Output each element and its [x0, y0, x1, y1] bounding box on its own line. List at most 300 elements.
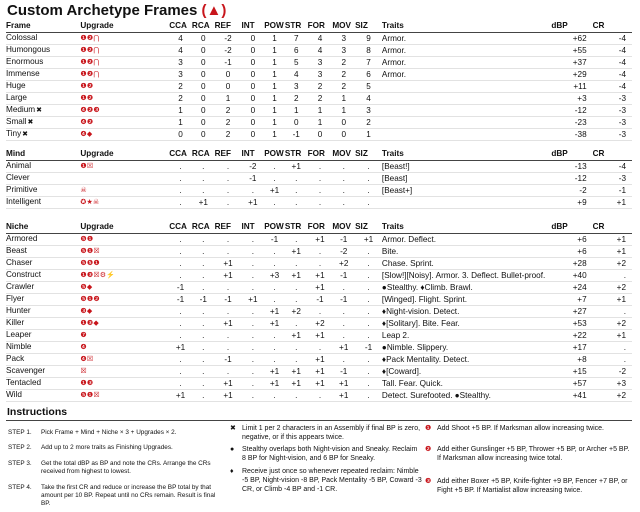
row-name-cell	[6, 366, 80, 378]
stat-cell: 4	[366, 93, 371, 103]
cr-cell: +1	[616, 246, 626, 256]
row-name: Hunter	[6, 306, 31, 315]
column-header: Upgrade	[80, 21, 114, 30]
note-bullet-icon: ❷	[425, 446, 432, 453]
table-row	[6, 270, 632, 282]
column-header: RCA	[191, 222, 210, 231]
column-header: Traits	[381, 21, 404, 30]
column-header: REF	[214, 21, 232, 30]
table-row	[6, 57, 632, 69]
row-name: Crawler	[6, 282, 35, 291]
stat-cell: .	[179, 306, 182, 316]
stat-cell: 2	[225, 129, 231, 139]
stat-cell: .	[226, 342, 230, 352]
stat-cell: .	[226, 282, 230, 292]
stat-cell: .	[202, 390, 205, 400]
dbp-cell: +62	[572, 33, 587, 43]
stat-cell: 2	[341, 81, 346, 91]
stat-cell: .	[251, 185, 254, 195]
traits-cell: Bite.	[381, 246, 399, 256]
column-header: RCA	[191, 149, 210, 158]
stat-cell: 1	[178, 117, 183, 127]
stat-cell: .	[226, 185, 230, 195]
row-name: Tentacled	[6, 378, 42, 387]
stat-cell: .	[342, 161, 345, 171]
stat-cell: .	[202, 354, 205, 364]
dbp-cell: -12	[574, 173, 587, 183]
dbp-cell: +37	[572, 57, 587, 67]
stat-cell: -1	[340, 294, 348, 304]
column-header: POW	[264, 21, 284, 30]
note-text: Add Shoot +5 BP. If Marksman allow increasing twice.	[437, 425, 604, 432]
upgrade-icons: ❺❶☒	[80, 391, 100, 399]
traits-cell	[382, 93, 551, 105]
traits-cell: ●Nimble. Slippery.	[381, 342, 449, 352]
stat-cell: .	[202, 330, 205, 340]
stat-cell: .	[367, 246, 370, 256]
stat-cell: +2	[339, 258, 349, 268]
stat-cell: .	[342, 173, 345, 183]
limit-mark-icon: ✖	[36, 107, 42, 114]
stat-cell: .	[273, 354, 276, 364]
stat-cell: .	[202, 185, 205, 195]
column-header: Upgrade	[80, 149, 114, 158]
row-name: Killer	[6, 318, 25, 327]
table-row	[6, 93, 632, 105]
column-header: CR	[592, 149, 605, 158]
stat-cell: .	[226, 161, 230, 171]
stat-cell: 0	[201, 117, 206, 127]
step-text: Add up to 2 more traits as Finishing Upgrades.	[41, 444, 173, 451]
table-row	[6, 306, 632, 318]
stat-cell: .	[251, 366, 254, 376]
traits-cell: Armor. Deflect.	[381, 234, 437, 244]
stat-cell: -2	[224, 33, 232, 43]
stat-cell: +1	[315, 378, 325, 388]
stat-cell: .	[251, 258, 254, 268]
dbp-cell: -13	[574, 161, 587, 171]
stat-cell: 1	[341, 105, 346, 115]
table-row	[6, 197, 632, 209]
row-name-cell	[6, 246, 80, 258]
row-name: Humongous	[6, 45, 51, 54]
row-name: Construct	[6, 270, 42, 279]
traits-cell: Leap 2.	[381, 330, 410, 340]
stat-cell: .	[179, 378, 182, 388]
stat-cell: 0	[201, 81, 206, 91]
table-row	[6, 294, 632, 306]
stat-cell: 0	[201, 69, 206, 79]
column-header: CR	[592, 222, 605, 231]
stat-cell: .	[295, 294, 298, 304]
stat-cell: .	[367, 354, 370, 364]
column-header: SIZ	[355, 149, 368, 158]
dbp-cell: +41	[572, 390, 587, 400]
stat-cell: .	[226, 330, 230, 340]
step-number: STEP 4.	[8, 484, 32, 491]
cr-cell: +1	[616, 197, 626, 207]
stat-cell: -1	[316, 294, 324, 304]
upgrade-icons: ❺❶❷	[80, 295, 100, 303]
stat-cell: 3	[341, 33, 346, 43]
stat-cell: .	[179, 185, 182, 195]
stat-cell: .	[251, 390, 254, 400]
stat-cell: -2	[340, 246, 348, 256]
row-name: Leaper	[6, 330, 32, 339]
row-name: Beast	[6, 246, 27, 255]
stat-cell: .	[318, 258, 322, 268]
stat-cell: 1	[293, 105, 299, 115]
stat-cell: .	[251, 342, 254, 352]
stat-cell: .	[179, 246, 182, 256]
stat-cell: 1	[317, 117, 323, 127]
upgrade-icons	[80, 173, 169, 185]
stat-cell: .	[367, 390, 370, 400]
stat-cell: .	[226, 246, 230, 256]
stat-cell: .	[342, 197, 345, 207]
row-name: Nimble	[6, 342, 32, 351]
upgrade-icons: ❹	[80, 343, 87, 351]
stat-cell: .	[367, 378, 370, 388]
row-name: Enormous	[6, 57, 44, 66]
stat-cell: .	[179, 330, 182, 340]
table-row	[6, 234, 632, 246]
traits-cell	[382, 129, 551, 141]
stat-cell: .	[226, 234, 230, 244]
stat-cell: .	[202, 306, 205, 316]
stat-cell: 0	[293, 117, 299, 127]
cr-cell: -4	[618, 161, 626, 171]
stat-cell: -1	[224, 294, 232, 304]
stat-cell: .	[295, 173, 298, 183]
stat-cell: .	[251, 270, 254, 280]
stat-cell: .	[202, 234, 205, 244]
stat-cell: 0	[317, 129, 323, 139]
traits-cell: ♦Pack Mentality. Detect.	[381, 354, 470, 364]
dbp-cell: +22	[572, 330, 587, 340]
stat-cell: .	[367, 185, 370, 195]
row-name: Clever	[6, 173, 30, 182]
column-header: CR	[592, 21, 605, 30]
stat-cell: .	[273, 390, 276, 400]
traits-cell: [Beast+]	[381, 185, 413, 195]
stat-cell: +1	[315, 234, 325, 244]
stat-cell: .	[342, 318, 345, 328]
stat-cell: .	[295, 342, 298, 352]
table-row	[6, 258, 632, 270]
upgrade-icons: ❶❷⋂	[80, 34, 100, 42]
stat-cell: +1	[248, 294, 258, 304]
dbp-cell: +8	[577, 354, 587, 364]
row-name-cell	[6, 33, 80, 45]
stat-cell: 2	[178, 93, 183, 103]
cr-cell: +1	[616, 330, 626, 340]
stat-cell: 3	[366, 105, 371, 115]
cr-cell: .	[623, 342, 626, 352]
row-name-cell	[6, 129, 80, 141]
table-row	[6, 330, 632, 342]
upgrade-icons: ❶❸☒⚙⚡	[80, 271, 116, 279]
traits-cell: [Winged]. Flight. Sprint.	[381, 294, 468, 304]
stat-cell: .	[342, 306, 345, 316]
table-row	[6, 354, 632, 366]
dbp-cell: +6	[577, 246, 587, 256]
stat-cell: +1	[339, 390, 349, 400]
stat-cell: 1	[272, 117, 277, 127]
dbp-cell: +28	[572, 258, 587, 268]
row-name: Armored	[6, 234, 38, 243]
stat-cell: 0	[341, 117, 346, 127]
stat-cell: .	[367, 306, 370, 316]
stat-cell: .	[318, 197, 322, 207]
stat-cell: +1	[269, 366, 280, 376]
stat-cell: .	[367, 366, 370, 376]
traits-cell: ♦Night-vision. Detect.	[381, 306, 460, 316]
cr-cell: +1	[616, 234, 626, 244]
cr-cell: .	[623, 354, 626, 364]
stat-cell: +1	[291, 366, 301, 376]
dbp-cell: +29	[572, 69, 587, 79]
cr-cell: -3	[618, 93, 626, 103]
dbp-cell: -23	[574, 117, 587, 127]
row-name: Scavenger	[6, 366, 46, 375]
column-header: Niche	[6, 222, 29, 231]
stat-cell: +1	[315, 270, 325, 280]
table-row	[6, 282, 632, 294]
row-name-cell	[6, 173, 80, 185]
stat-cell: .	[179, 318, 182, 328]
note-text: Stealthy overlaps both Night-vision and Sneaky. Reclaim 8 BP for Night-vision, and 6 BP for Sneaky.	[242, 446, 418, 462]
table-row	[6, 318, 632, 330]
traits-cell: Armor.	[381, 33, 407, 43]
divider	[6, 420, 632, 421]
column-header: Traits	[381, 222, 404, 231]
row-name: Pack	[6, 354, 25, 363]
stat-cell: -2	[249, 161, 257, 171]
upgrade-icons: ❶❸◆	[80, 319, 99, 327]
traits-cell: Armor.	[381, 45, 407, 55]
row-name-cell	[6, 258, 80, 270]
row-name: Medium	[6, 105, 36, 114]
table-row	[6, 185, 632, 197]
stat-cell: +1	[315, 366, 325, 376]
row-name: Tiny	[6, 129, 22, 138]
stat-cell: +1	[223, 318, 233, 328]
stat-cell: +1	[248, 197, 258, 207]
dbp-cell: +9	[577, 197, 587, 207]
stat-cell: .	[342, 354, 345, 364]
dbp-cell: +17	[572, 342, 587, 352]
dbp-cell: -12	[574, 105, 587, 115]
table-row	[6, 45, 632, 57]
stat-cell: 8	[366, 45, 371, 55]
cr-cell: -3	[618, 105, 626, 115]
upgrade-icons: ❹☒	[80, 355, 94, 363]
traits-cell	[382, 105, 551, 117]
dbp-cell: +6	[577, 234, 587, 244]
dbp-cell: +55	[572, 45, 587, 55]
stat-cell: .	[202, 378, 205, 388]
table-row	[6, 33, 632, 45]
stat-cell: -1	[176, 282, 185, 292]
upgrade-icons: ❶❷⋂	[80, 70, 100, 78]
table-row	[6, 105, 632, 117]
row-name-cell	[6, 354, 80, 366]
upgrade-icons: ❶❷	[80, 82, 94, 90]
step-number: STEP 3.	[8, 460, 32, 467]
stat-cell: -1	[364, 342, 373, 352]
stat-cell: 0	[250, 57, 256, 67]
stat-cell: 7	[366, 57, 371, 67]
stat-cell: 0	[201, 33, 206, 43]
cr-cell: -4	[618, 69, 626, 79]
row-name: Flyer	[6, 294, 25, 303]
column-header: RCA	[191, 21, 210, 30]
row-name-cell	[6, 117, 80, 129]
stat-cell: 6	[293, 45, 299, 55]
stat-cell: .	[367, 270, 370, 280]
traits-cell	[382, 197, 551, 209]
stat-cell: +1	[315, 354, 325, 364]
note-bullet-icon: ❶	[425, 425, 432, 432]
column-header: STR	[284, 222, 302, 231]
stat-cell: .	[179, 197, 182, 207]
stat-cell: .	[367, 330, 370, 340]
stat-cell: .	[342, 282, 345, 292]
stat-cell: +1	[291, 270, 301, 280]
column-header: MOV	[332, 149, 352, 158]
table-row	[6, 69, 632, 81]
stat-cell: .	[367, 161, 370, 171]
stat-cell: .	[202, 318, 205, 328]
stat-cell: .	[251, 246, 254, 256]
stat-cell: .	[179, 234, 182, 244]
row-name-cell	[6, 185, 80, 197]
stat-cell: -1	[176, 294, 185, 304]
note-bullet-icon: ✖	[230, 425, 236, 432]
stat-cell: 1	[272, 69, 277, 79]
stat-cell: +1	[363, 234, 374, 244]
stat-cell: +1	[223, 270, 233, 280]
limit-mark-icon: ✖	[22, 131, 29, 138]
stat-cell: 1	[225, 93, 231, 103]
cr-cell: .	[623, 270, 626, 280]
stat-cell: 4	[317, 45, 323, 55]
stat-cell: .	[179, 354, 182, 364]
dbp-cell: +11	[573, 81, 587, 91]
column-header: Frame	[6, 21, 31, 30]
upgrade-icons: ❶❷⋂	[80, 46, 100, 54]
stat-cell: 2	[178, 81, 183, 91]
stat-cell: 2	[341, 57, 346, 67]
stat-cell: .	[273, 342, 276, 352]
stat-cell: 0	[201, 45, 206, 55]
stat-cell: 3	[178, 69, 183, 79]
stat-cell: +1	[291, 378, 301, 388]
row-name: Intelligent	[6, 197, 42, 206]
stat-cell: .	[367, 294, 370, 304]
stat-cell: 0	[201, 93, 206, 103]
column-header: FOR	[307, 149, 325, 158]
stat-cell: 2	[341, 69, 346, 79]
table-row	[6, 161, 632, 173]
cr-cell: +2	[616, 318, 626, 328]
column-header: CCA	[169, 21, 187, 30]
frame-table	[6, 20, 632, 141]
stat-cell: 4	[317, 33, 323, 43]
note-bullet-icon: ❸	[425, 478, 432, 485]
column-header: REF	[214, 222, 232, 231]
traits-cell	[382, 81, 551, 93]
limit-mark-icon: ✖	[27, 119, 34, 126]
row-name-cell	[6, 93, 80, 105]
stat-cell: .	[342, 330, 345, 340]
stat-cell: .	[367, 318, 370, 328]
stat-cell: 4	[293, 69, 299, 79]
cr-cell: -3	[618, 117, 626, 127]
row-name-cell	[6, 234, 80, 246]
row-name-cell	[6, 318, 80, 330]
note-text: Limit 1 per 2 characters in an Assembly if final BP is zero, negative, or if this appears twice.	[242, 425, 421, 441]
row-name-cell	[6, 161, 80, 173]
stat-cell: .	[295, 185, 298, 195]
dbp-cell: +40	[572, 270, 587, 280]
stat-cell: 1	[366, 129, 371, 139]
upgrade-icons: ❸◆	[80, 307, 93, 315]
column-header: INT	[241, 21, 255, 30]
stat-cell: 0	[225, 69, 231, 79]
traits-cell: Armor.	[381, 57, 407, 67]
row-name-cell	[6, 330, 80, 342]
dbp-cell: +27	[572, 306, 587, 316]
cr-cell: -4	[618, 33, 626, 43]
note-text: Add either Gunslinger +5 BP, Thrower +5 BP, or Archer +5 BP. If Marksman allow increasing twice total.	[437, 446, 630, 462]
stat-cell: 5	[293, 57, 299, 67]
stat-cell: .	[226, 197, 230, 207]
stat-cell: .	[295, 197, 298, 207]
stat-cell: 2	[293, 93, 299, 103]
stat-cell: .	[179, 161, 182, 171]
stat-cell: 0	[341, 129, 346, 139]
stat-cell: 4	[178, 45, 183, 55]
stat-cell: -1	[340, 270, 348, 280]
row-name-cell	[6, 378, 80, 390]
upgrade-icons: ❶☒	[80, 162, 94, 170]
row-name-cell	[6, 69, 80, 81]
stat-cell: .	[202, 173, 205, 183]
cr-cell: -4	[618, 57, 626, 67]
stat-cell: +1	[291, 330, 301, 340]
note-bullet-icon: ●	[230, 446, 235, 453]
dbp-cell: +53	[572, 318, 587, 328]
stat-cell: 3	[317, 57, 323, 67]
row-name-cell	[6, 294, 80, 306]
stat-cell: .	[273, 294, 276, 304]
stat-cell: 0	[201, 57, 206, 67]
stat-cell: 6	[366, 69, 371, 79]
stat-cell: -1	[224, 57, 232, 67]
cr-cell: -3	[618, 173, 626, 183]
stat-cell: +1	[339, 378, 349, 388]
upgrade-icons: ❹❷❸	[80, 106, 100, 114]
stat-cell: -1	[224, 354, 232, 364]
upgrade-icons: ❹◆	[80, 130, 93, 138]
stat-cell: 3	[341, 45, 346, 55]
stat-cell: .	[179, 366, 182, 376]
row-name: Immense	[6, 69, 40, 78]
stat-cell: .	[251, 354, 254, 364]
traits-cell: Armor.	[381, 69, 407, 79]
